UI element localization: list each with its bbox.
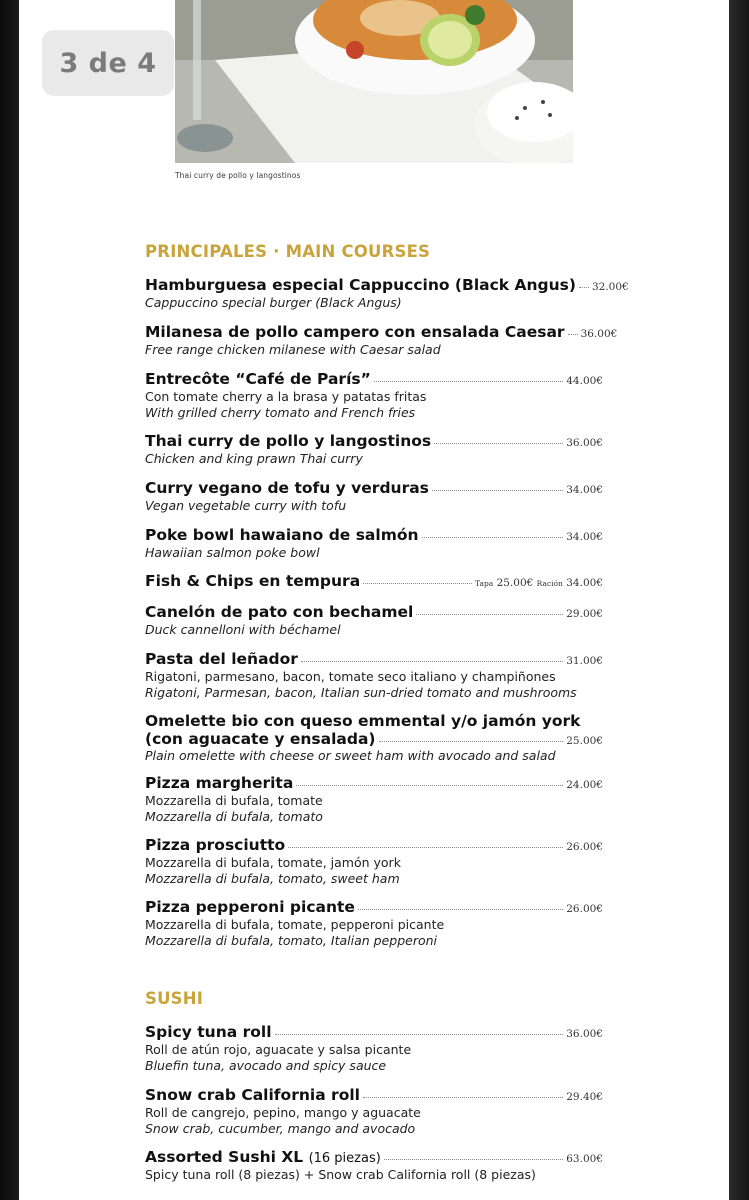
item-name: Omelette bio con queso emmental y/o jamón york	[145, 712, 581, 730]
item-desc-es: Mozzarella di bufala, tomate, jamón york	[145, 855, 401, 870]
item-price: 26.00€	[566, 903, 603, 915]
item-price: 34.00€	[566, 484, 603, 496]
item-name: Milanesa de pollo campero con ensalada Caesar	[145, 323, 565, 341]
dot-leader	[432, 489, 563, 491]
item-name: Pizza margherita	[145, 774, 294, 792]
item-price: 25.00€	[566, 735, 603, 747]
dot-leader	[288, 846, 563, 848]
photo-caption: Thai curry de pollo y langostinos	[175, 171, 301, 180]
dot-leader	[358, 908, 563, 910]
item-name: Pizza pepperoni picante	[145, 898, 355, 916]
dish-photo	[175, 0, 573, 163]
item-name: Curry vegano de tofu y verduras	[145, 479, 429, 497]
dot-leader	[384, 1158, 563, 1160]
item-desc-en: Mozzarella di bufala, tomato, Italian pepperoni	[145, 932, 437, 948]
section-title-main: PRINCIPALES · MAIN COURSES	[145, 242, 431, 261]
item-qty: (16 piezas)	[308, 1151, 381, 1166]
item-price: 63.00€	[566, 1153, 603, 1165]
menu-item	[145, 602, 603, 638]
menu-item	[145, 369, 603, 420]
menu-item	[145, 835, 603, 886]
item-desc-en: Rigatoni, Parmesan, bacon, Italian sun-dried tomato and mushrooms	[145, 684, 577, 700]
item-name: Spicy tuna roll	[145, 1023, 272, 1041]
item-price: 29.40€	[566, 1091, 603, 1103]
item-desc-es: Rigatoni, parmesano, bacon, tomate seco italiano y champiñones	[145, 669, 556, 684]
item-desc-en: Free range chicken milanese with Caesar salad	[145, 342, 441, 357]
menu-item	[145, 275, 629, 311]
right-frame	[729, 0, 749, 1200]
item-desc-es: Roll de cangrejo, pepino, mango y aguacate	[145, 1105, 421, 1120]
item-desc-es: Roll de atún rojo, aguacate y salsa picante	[145, 1042, 412, 1057]
menu-item	[145, 1085, 603, 1136]
item-desc-es: Mozzarella di bufala, tomate, pepperoni picante	[145, 917, 445, 932]
item-desc-en: Mozzarella di bufala, tomato	[145, 808, 323, 824]
item-desc-en: Hawaiian salmon poke bowl	[145, 545, 320, 560]
menu-item	[145, 711, 603, 764]
item-name: Thai curry de pollo y langostinos	[145, 432, 432, 450]
item-desc-en: Plain omelette with cheese or sweet ham with avocado and salad	[145, 748, 556, 763]
item-price: 26.00€	[566, 841, 603, 853]
item-name: Fish & Chips en tempura	[145, 572, 361, 590]
section-title-sushi: SUSHI	[145, 989, 204, 1008]
item-name: Pasta del leñador	[145, 650, 298, 668]
item-price: 44.00€	[566, 375, 603, 387]
dot-leader	[275, 1033, 564, 1035]
item-desc-en: With grilled cherry tomato and French fries	[145, 404, 416, 420]
left-frame	[0, 0, 19, 1200]
item-price: 32.00€	[591, 281, 629, 293]
item-desc-en: Chicken and king prawn Thai curry	[145, 451, 363, 466]
item-name: Hamburguesa especial Cappuccino (Black Angus)	[145, 276, 576, 294]
menu-item	[145, 525, 603, 561]
item-desc-en: Snow crab, cucumber, mango and avocado	[145, 1120, 416, 1136]
item-desc-es: Spicy tuna roll (8 piezas) + Snow crab California roll (8 piezas)	[145, 1167, 536, 1182]
dot-leader	[374, 380, 563, 382]
dot-leader	[363, 582, 472, 584]
menu-item	[145, 773, 603, 824]
menu-item	[145, 478, 603, 514]
item-name: Entrecôte “Café de París”	[145, 370, 371, 388]
item-desc-en: Duck cannelloni with béchamel	[145, 622, 341, 637]
item-desc-en: Mozzarella di bufala, tomato, sweet ham	[145, 870, 400, 886]
menu-item	[145, 431, 603, 467]
item-name: Pizza prosciutto	[145, 836, 286, 854]
dot-leader	[434, 442, 563, 444]
item-price: 31.00€	[566, 655, 603, 667]
dot-leader	[379, 740, 564, 742]
menu-item	[145, 571, 603, 591]
menu-item	[145, 897, 603, 948]
dot-leader	[579, 286, 589, 288]
item-price: 34.00€	[566, 531, 603, 543]
dot-leader	[416, 613, 563, 615]
item-price: 24.00€	[566, 779, 603, 791]
item-desc-en: Bluefin tuna, avocado and spicy sauce	[145, 1057, 387, 1073]
menu-item	[145, 649, 603, 700]
menu-page[interactable]	[19, 0, 729, 1200]
item-price: 29.00€	[566, 608, 603, 620]
item-price: 36.00€	[580, 328, 618, 340]
item-desc-en: Cappuccino special burger (Black Angus)	[145, 295, 402, 310]
item-name: Assorted Sushi XL (16 piezas)	[145, 1148, 381, 1166]
item-name: Snow crab California roll	[145, 1086, 360, 1104]
dot-leader	[363, 1096, 563, 1098]
item-desc-es: Con tomate cherry a la brasa y patatas fritas	[145, 389, 427, 404]
item-price: 36.00€	[566, 437, 603, 449]
menu-item	[145, 1022, 603, 1073]
item-desc-es: Mozzarella di bufala, tomate	[145, 793, 323, 808]
page-counter-badge: 3 de 4	[42, 30, 174, 96]
item-desc-en: Vegan vegetable curry with tofu	[145, 498, 347, 513]
menu-item	[145, 322, 618, 358]
item-name: Poke bowl hawaiano de salmón	[145, 526, 419, 544]
item-name-line2: (con aguacate y ensalada)	[145, 730, 376, 748]
menu-item	[145, 1147, 603, 1183]
dot-leader	[296, 784, 563, 786]
dot-leader	[301, 660, 563, 662]
item-name: Canelón de pato con bechamel	[145, 603, 414, 621]
item-price: 36.00€	[566, 1028, 603, 1040]
item-price-tapa: Tapa 25.00€ Ración 34.00€	[475, 577, 603, 589]
dot-leader	[422, 536, 564, 538]
dot-leader	[568, 333, 578, 335]
